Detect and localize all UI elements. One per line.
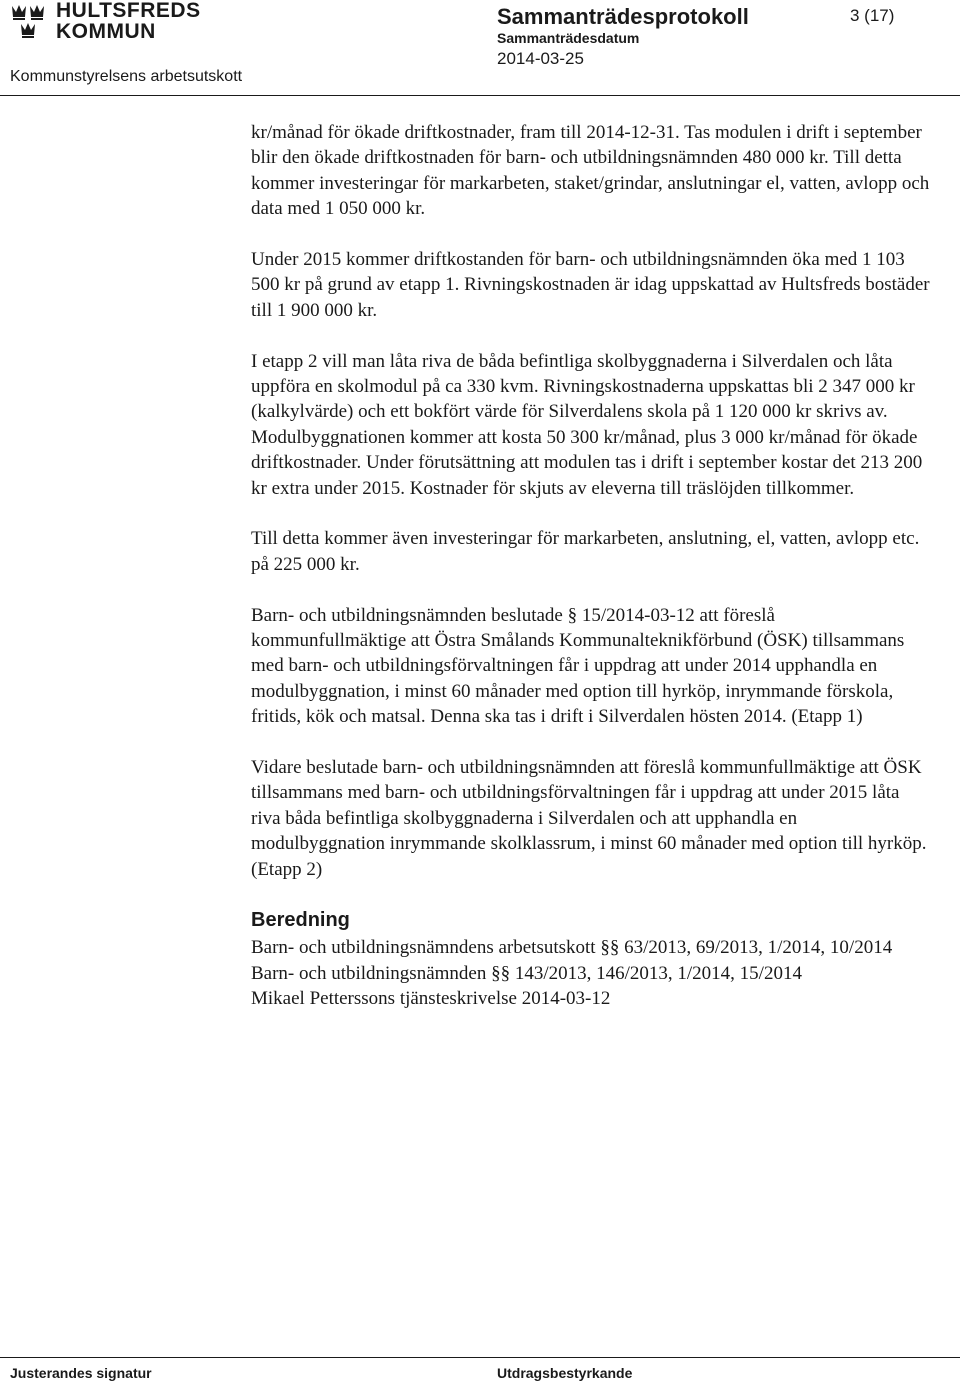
signature-label: Justerandes signatur xyxy=(10,1365,152,1381)
reference-line: Barn- och utbildningsnämndens arbetsutskott §§ 63/2013, 69/2013, 1/2014, 10/2014 xyxy=(251,937,893,959)
paragraph: kr/månad för ökade driftkostnader, fram till 2014-12-31. Tas modulen i drift i september blir den ökade driftkostnaden för barn- och utbildningsnämnden 480 000 kr. Till detta kommer investeringar för markarbeten, staket/grindar, anslutningar el, vatten, avlopp och data med 1 050 000 kr. xyxy=(251,122,930,220)
paragraph: Under 2015 kommer driftkostanden för barn- och utbildningsnämnden öka med 1 103 500 kr på grund av etapp 1. Rivningskostnaden är idag uppskattad av Hultsfreds bostäder till 1 900 000 kr. xyxy=(251,249,930,321)
paragraph: Vidare beslutade barn- och utbildningsnämnden att föreslå kommunfullmäktige att ÖSK tillsammans med barn- och utbildningsförvaltningen får i uppdrag att under 2015 låta riva båda befintliga skolbyggnaderna i Silverdalen och att upphandla en modulbyggnation inrymmande skolklassrum, i minst 60 månader med option till hyrköp. (Etapp 2) xyxy=(251,757,927,880)
section-heading-beredning: Beredning xyxy=(251,909,350,932)
certification-label: Utdragsbestyrkande xyxy=(497,1365,633,1381)
footer-divider xyxy=(0,1357,960,1358)
paragraph: Barn- och utbildningsnämnden beslutade § 15/2014-03-12 att föreslå kommunfullmäktige att Östra Smålands Kommunalteknikförbund (ÖSK) tillsammans med barn- och utbildningsförvaltningen får i uppdrag att under 2014 upphandla en modulbyggnation, i minst 60 månader med option till hyrköp, inrymmande förskola, fritids, kök och matsal. Denna ska tas i drift i Silverdalen hösten 2014. (Etapp 1) xyxy=(251,604,905,728)
meeting-date: 2014-03-25 xyxy=(497,49,584,68)
organization-unit: Kommunstyrelsens arbetsutskott xyxy=(10,68,243,85)
crown-emblem-icon xyxy=(10,2,48,42)
document-title: Sammanträdesprotokoll xyxy=(497,4,749,29)
reference-line: Mikael Petterssons tjänsteskrivelse 2014-03-12 xyxy=(251,987,611,1009)
paragraph: Till detta kommer även investeringar för markarbeten, anslutning, el, vatten, avlopp etc. på 225 000 kr. xyxy=(251,528,920,575)
meeting-date-label: Sammanträdesdatum xyxy=(497,30,640,46)
protocol-body xyxy=(251,120,931,1011)
logo-wordmark: HULTSFREDS KOMMUN xyxy=(56,0,201,43)
paragraph: I etapp 2 vill man låta riva de båda befintliga skolbyggnaderna i Silverdalen och låta uppföra en skolmodul på ca 330 kvm. Rivningskostnaderna uppskattas bli 2 347 000 kr (kalkylvärde) och ett bokfört värde för Silverdalens skola på 1 120 000 kr skrivs av. Modulbyggnationen kommer att kosta 50 300 kr/månad, plus 3 000 kr/månad för ökade driftkostnader. Under förutsättning att modulen tas i drift i september kostar det 213 200 kr extra under 2015. Kostnader för skjuts av eleverna till träslöjden tillkommer. xyxy=(251,350,923,499)
reference-line: Barn- och utbildningsnämnden §§ 143/2013, 146/2013, 1/2014, 15/2014 xyxy=(251,962,802,984)
page-number: 3 (17) xyxy=(850,6,895,25)
municipality-logo xyxy=(10,0,201,44)
header-divider xyxy=(0,95,960,96)
